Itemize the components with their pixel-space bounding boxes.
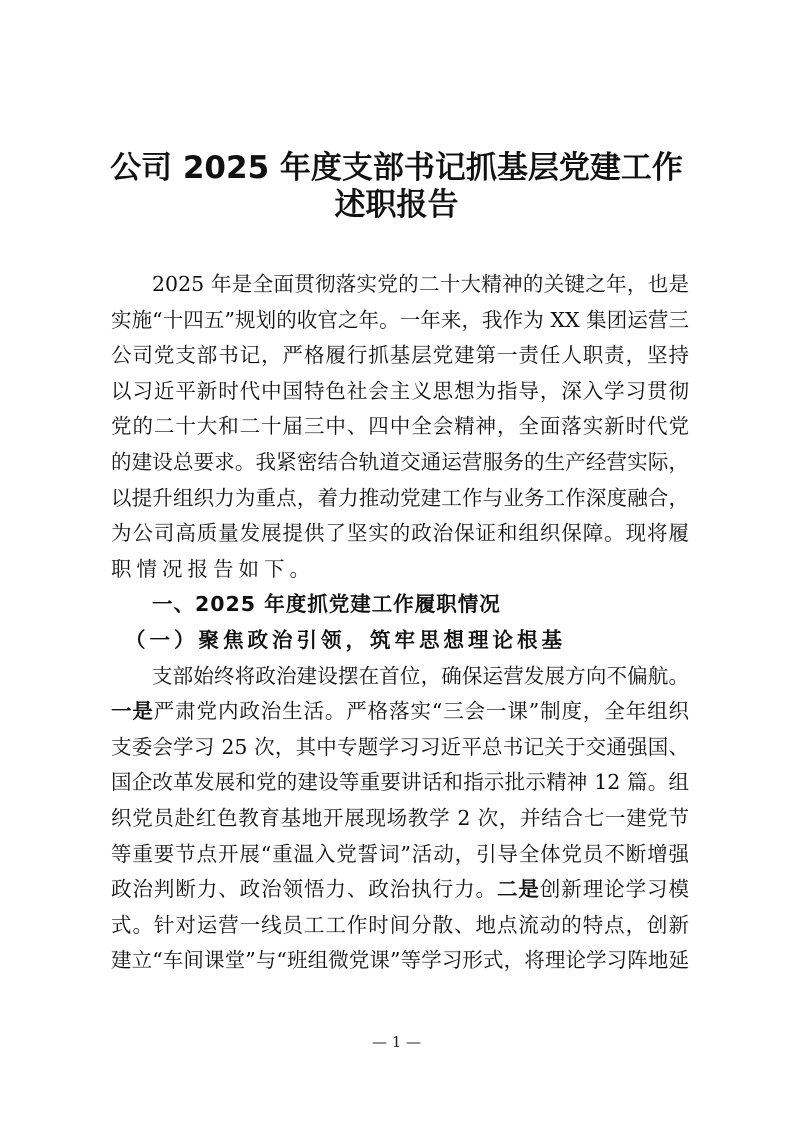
- paragraph-line: 实施“十四五”规划的收官之年。一年来，我作为 XX 集团运营三: [111, 307, 689, 332]
- emphasis-lead: 一是: [111, 699, 154, 724]
- line-text: 严肃党内政治生活。严格落实“三会一课”制度，全年组织: [153, 699, 689, 724]
- paragraph-line: 职情况报告如下。: [111, 556, 315, 581]
- paragraph-line: 公司党支部书记，严格履行抓基层党建第一责任人职责，坚持: [111, 343, 689, 368]
- paragraph-line: [111, 872, 689, 908]
- paragraph-line: 为公司高质量发展提供了坚实的政治保证和组织保障。现将履: [111, 521, 689, 546]
- paragraph-line: 国企改革发展和党的建设等重要讲话和指示批示精神 12 篇。组: [111, 770, 689, 795]
- paragraph-line: 2025 年是全面贯彻落实党的二十大精神的关键之年，也是: [152, 272, 689, 296]
- paragraph-line: 织党员赴红色教育基地开展现场教学 2 次，并结合七一建党节: [111, 805, 689, 830]
- paragraph-line: 支部始终将政治建设摆在首位，确保运营发展方向不偏航。: [152, 663, 689, 688]
- paragraph-line: [111, 694, 689, 730]
- line-text: 政治判断力、政治领悟力、政治执行力。: [111, 877, 497, 902]
- line-text: 创新理论学习模: [539, 877, 689, 902]
- document-title: [0, 150, 793, 224]
- paragraph-line: 的建设总要求。我紧密结合轨道交通运营服务的生产经营实际，: [111, 449, 689, 474]
- emphasis-lead: 二是: [496, 877, 540, 902]
- title-line-2: 述职报告: [334, 187, 459, 223]
- title-line-1: 公司 2025 年度支部书记抓基层党建工作: [110, 150, 683, 186]
- paragraph-line: 式。针对运营一线员工工作时间分散、地点流动的特点，创新: [111, 912, 689, 937]
- subsection-heading: （一）聚焦政治引领，筑牢思想理论根基: [125, 627, 566, 652]
- paragraph-line: 以习近平新时代中国特色社会主义思想为指导，深入学习贯彻: [111, 378, 689, 403]
- document-body: [111, 267, 689, 979]
- paragraph-line: 以提升组织力为重点，着力推动党建工作与业务工作深度融合，: [111, 485, 689, 510]
- page-number: — 1 —: [371, 1033, 422, 1051]
- paragraph-line: 等重要节点开展“重温入党誓词”活动，引导全体党员不断增强: [111, 841, 689, 866]
- paragraph-line: 建立“车间课堂”与“班组微党课”等学习形式，将理论学习阵地延: [111, 948, 689, 973]
- paragraph-line: 支委会学习 25 次，其中专题学习习近平总书记关于交通强国、: [111, 734, 689, 759]
- paragraph-line: 党的二十大和二十届三中、四中全会精神，全面落实新时代党: [111, 414, 689, 439]
- section-heading: 一、2025 年度抓党建工作履职情况: [152, 592, 501, 617]
